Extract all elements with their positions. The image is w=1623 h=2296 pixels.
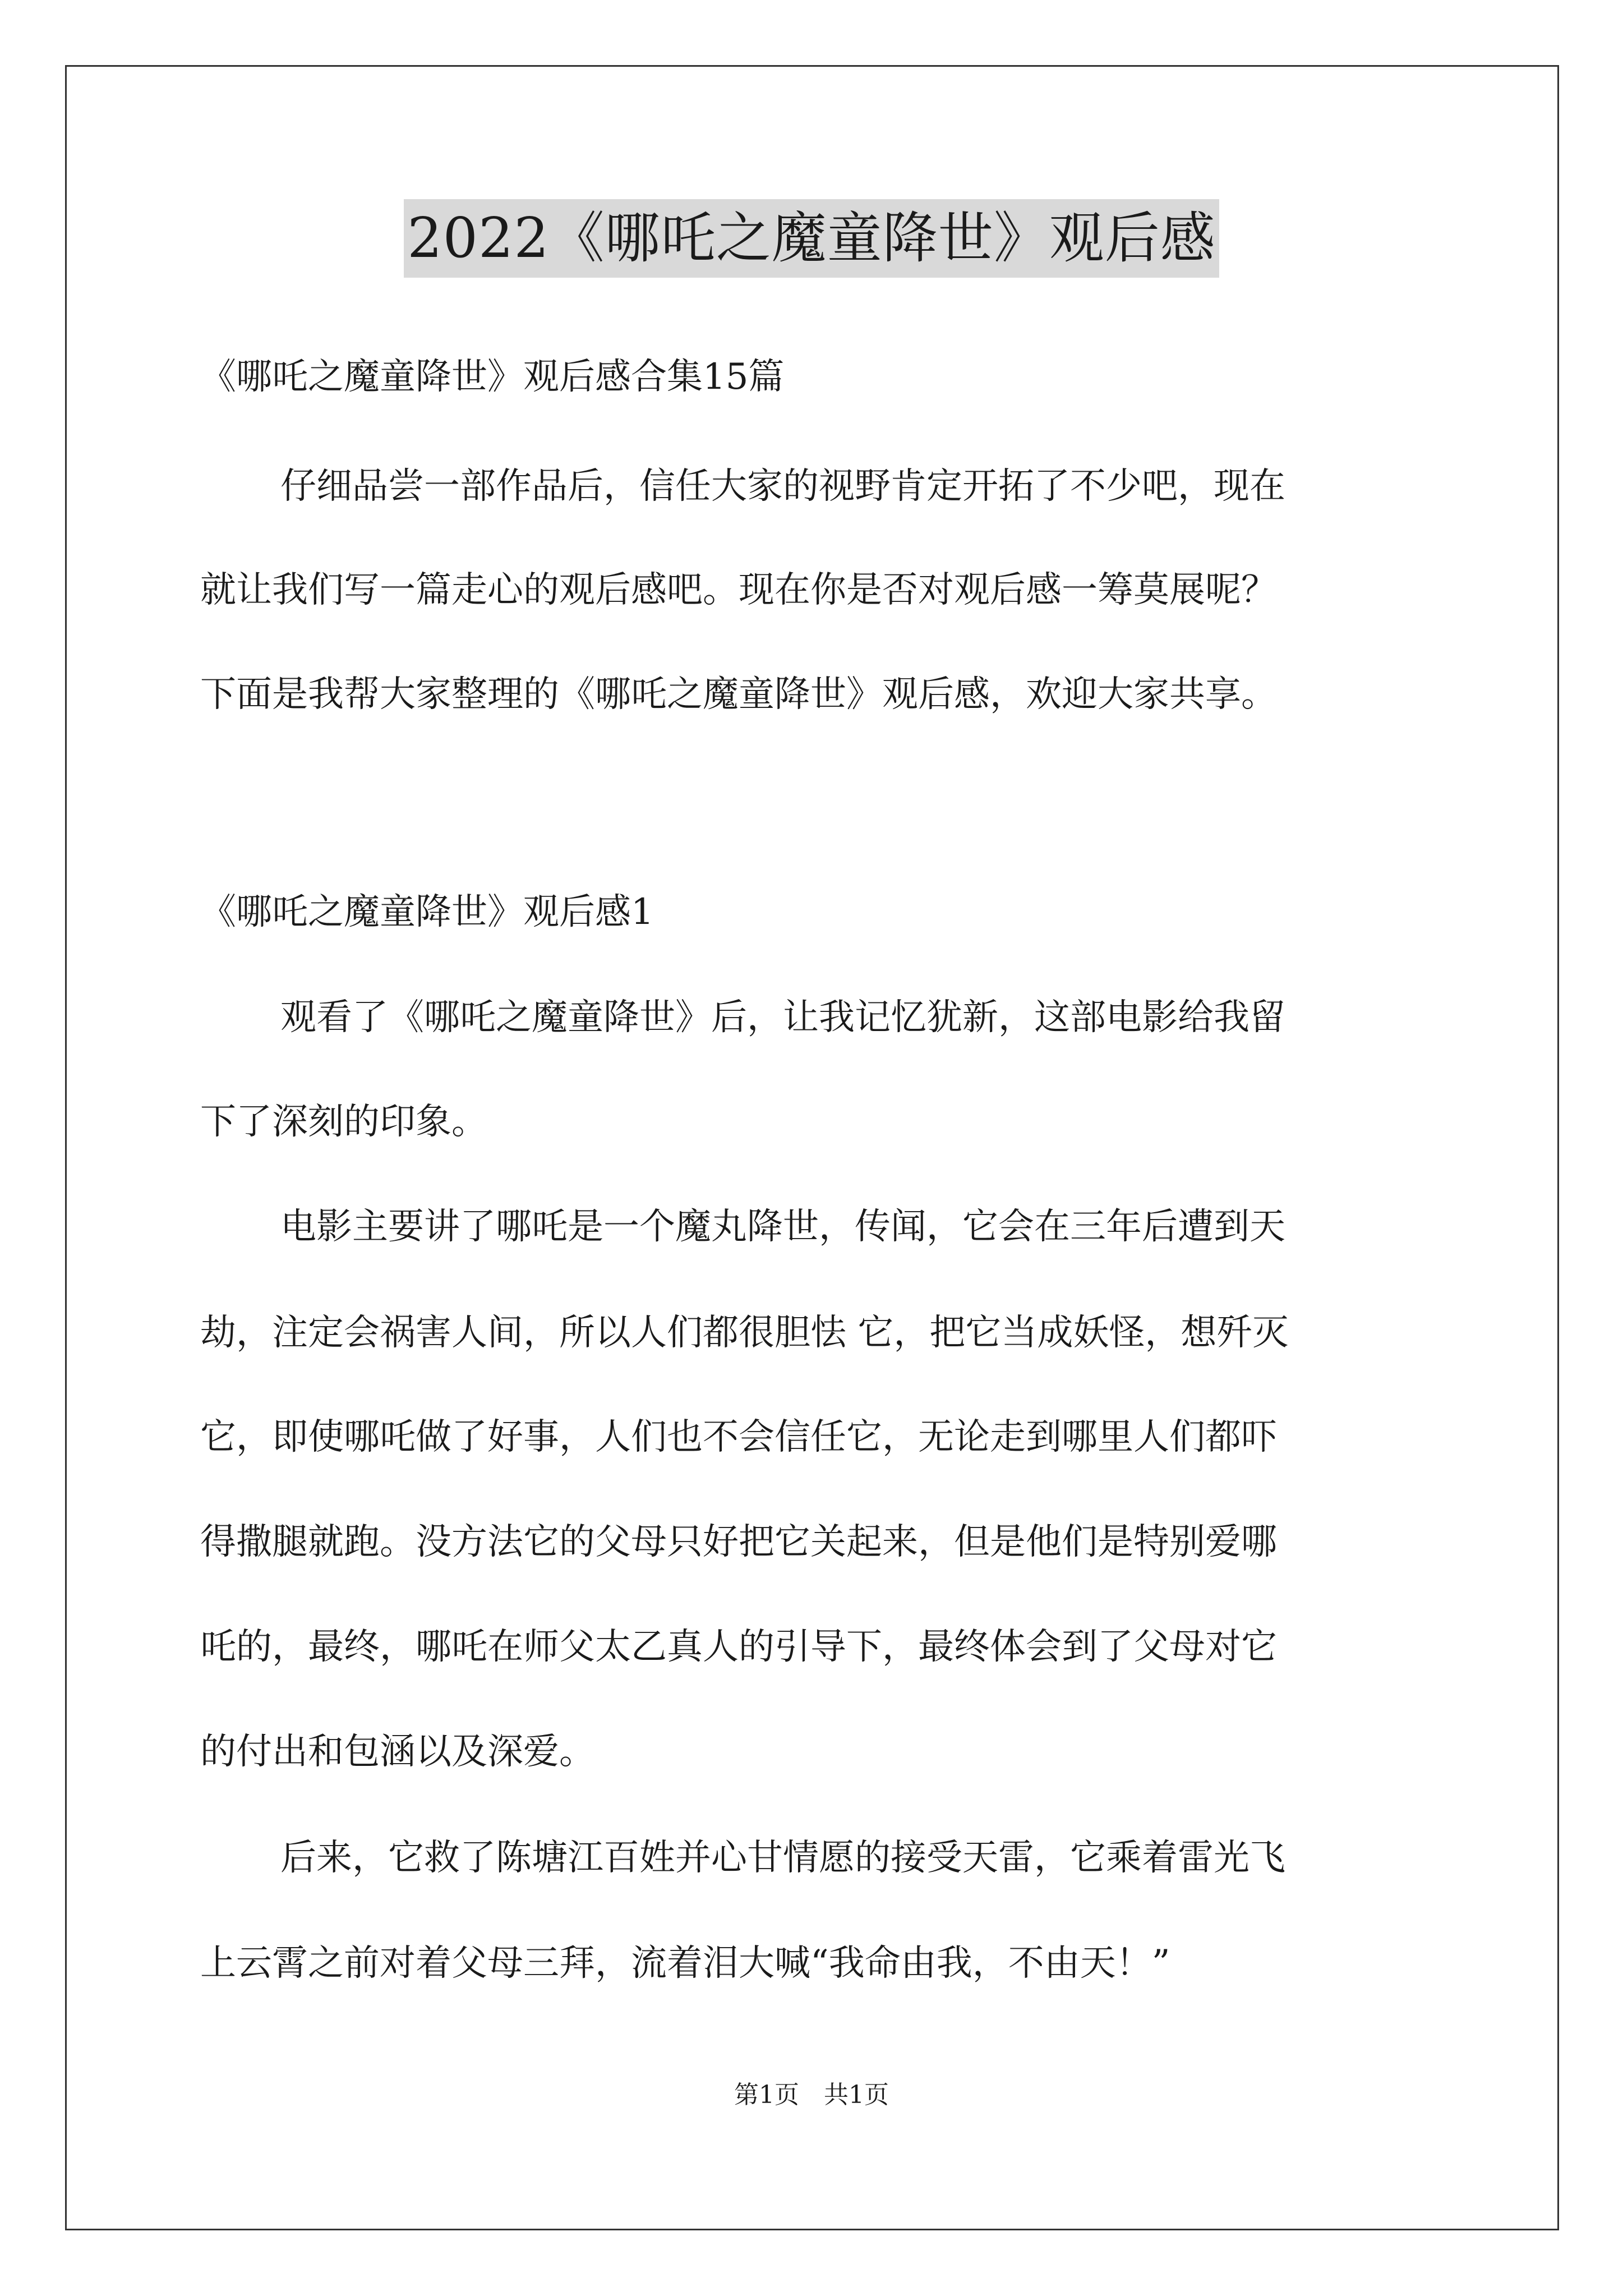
paragraph-line: 上云霄之前对着父母三拜，流着泪大喊“我命由我，不由天！” (200, 1943, 1170, 1984)
paragraph-line: 后来，它救了陈塘江百姓并心甘情愿的接受天雷，它乘着雷光飞 (280, 1837, 1285, 1879)
intro-line: 就让我们写一篇走心的观后感吧。现在你是否对观后感一筹莫展呢？ (200, 569, 1277, 611)
paragraph-line: 它，即使哪吒做了好事，人们也不会信任它，无论走到哪里人们都吓 (200, 1416, 1277, 1458)
document-title-wrapper (0, 199, 1623, 278)
intro-line: 下面是我帮大家整理的《哪吒之魔童降世》观后感，欢迎大家共享。 (200, 674, 1277, 715)
paragraph-line: 得撒腿就跑。没方法它的父母只好把它关起来，但是他们是特别爱哪 (200, 1521, 1277, 1563)
section-heading: 《哪吒之魔童降世》观后感1 (200, 891, 654, 933)
paragraph-line: 观看了《哪吒之魔童降世》后，让我记忆犹新，这部电影给我留 (280, 997, 1285, 1038)
document-title: 2022《哪吒之魔童降世》观后感 (404, 199, 1219, 278)
document-subtitle: 《哪吒之魔童降世》观后感合集15篇 (200, 356, 785, 398)
paragraph-line: 下了深刻的印象。 (200, 1101, 487, 1143)
paragraph-line: 吒的，最终，哪吒在师父太乙真人的引导下，最终体会到了父母对它 (200, 1626, 1277, 1668)
paragraph-line: 电影主要讲了哪吒是一个魔丸降世，传闻，它会在三年后遭到天 (280, 1206, 1285, 1248)
intro-line: 仔细品尝一部作品后，信任大家的视野肯定开拓了不少吧，现在 (280, 466, 1285, 507)
paragraph-line: 劫，注定会祸害人间，所以人们都很胆怯 它，把它当成妖怪，想歼灭 (200, 1312, 1289, 1354)
page-number-footer: 第1页 共1页 (734, 2081, 889, 2109)
paragraph-line: 的付出和包涵以及深爱。 (200, 1731, 595, 1773)
